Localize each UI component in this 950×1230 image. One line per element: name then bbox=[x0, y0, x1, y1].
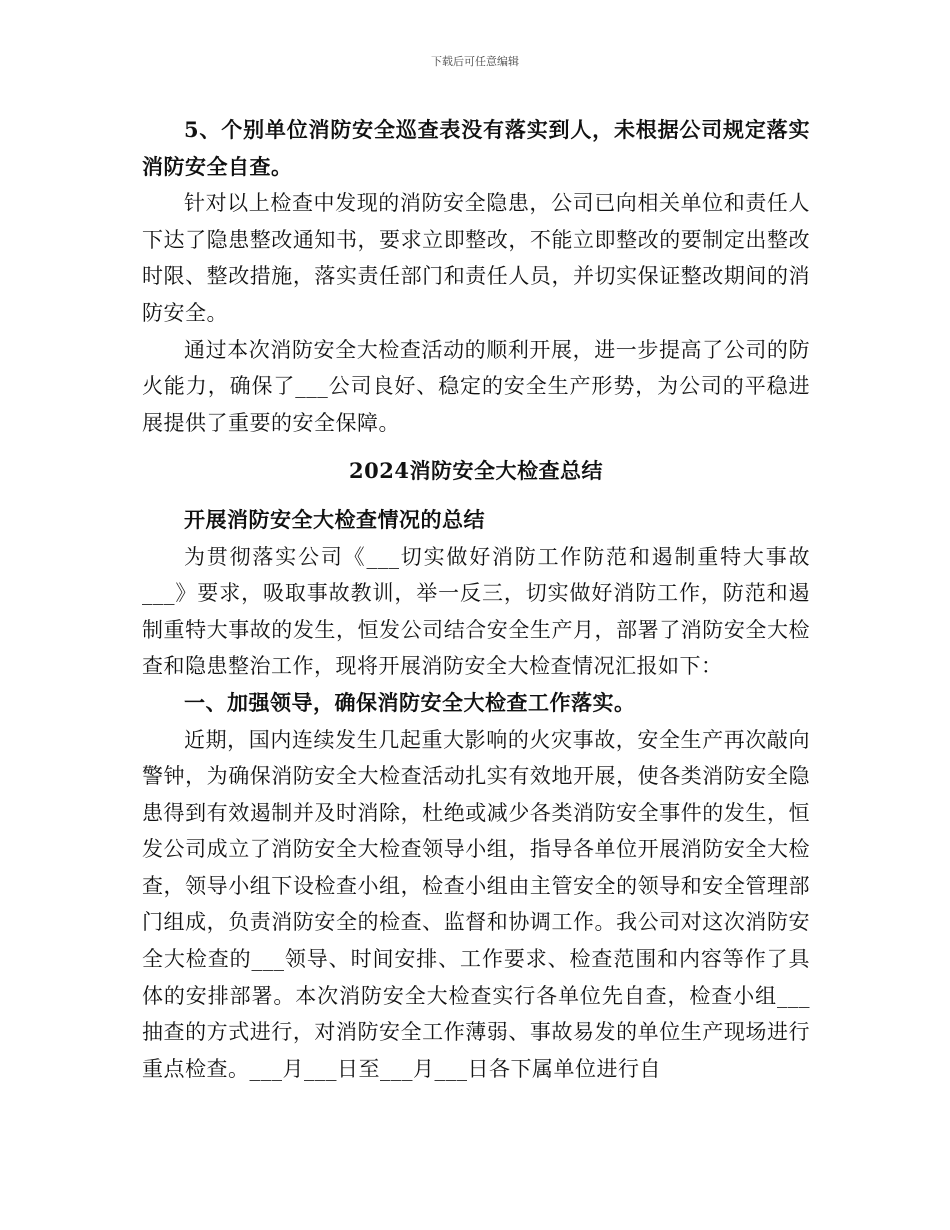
paragraph-section-1: 近期，国内连续发生几起重大影响的火灾事故，安全生产再次敲向警钟，为确保消防安全大检查活动扎实有效地开展，使各类消防安全隐患得到有效遏制并及时消除，杜绝或减少各类消防安全事件的发生，恒发公司成立了消防安全大检查领导小组，指导各单位开展消防安全大检查，领导小组下设检查小组，检查小组由主管安全的领导和安全管理部门组成，负责消防安全的检查、监督和协调工作。我公司对这次消防安全大检查的___领导、时间安排、工作要求、检查范围和内容等作了具体的安排部署。本次消防安全大检查实行各单位先自查，检查小组___抽查的方式进行，对消防安全工作薄弱、事故易发的单位生产现场进行重点检查。___月___日至___月___日各下属单位进行自 bbox=[142, 727, 810, 1081]
paragraph-intro: 为贯彻落实公司《___切实做好消防工作防范和遏制重特大事故___》要求，吸取事故教训，举一反三，切实做好消防工作，防范和遏制重特大事故的发生，恒发公司结合安全生产月，部署了消防安全大检查和隐患整治工作，现将开展消防安全大检查情况汇报如下： bbox=[142, 544, 810, 679]
document-body bbox=[142, 112, 810, 1087]
section-1-heading: 一、加强领导，确保消防安全大检查工作落实。 bbox=[184, 689, 636, 715]
paragraph-result: 通过本次消防安全大检查活动的顺利开展，进一步提高了公司的防火能力，确保了___公司良好、稳定的安全生产形势，为公司的平稳进展提供了重要的安全保障。 bbox=[142, 337, 810, 435]
paragraph-measures: 针对以上检查中发现的消防安全隐患，公司已向相关单位和责任人下达了隐患整改通知书，要求立即整改，不能立即整改的要制定出整改时限、整改措施，落实责任部门和责任人员，并切实保证整改期间的消防安全。 bbox=[142, 191, 810, 325]
document-title: 2024消防安全大检查总结 bbox=[349, 458, 603, 484]
item-5-heading: 5、个别单位消防安全巡查表没有落实到人，未根据公司规定落实消防安全自查。 bbox=[142, 117, 810, 179]
page-header-note: 下载后可任意编辑 bbox=[431, 55, 519, 68]
document-subtitle: 开展消防安全大检查情况的总结 bbox=[184, 506, 485, 532]
